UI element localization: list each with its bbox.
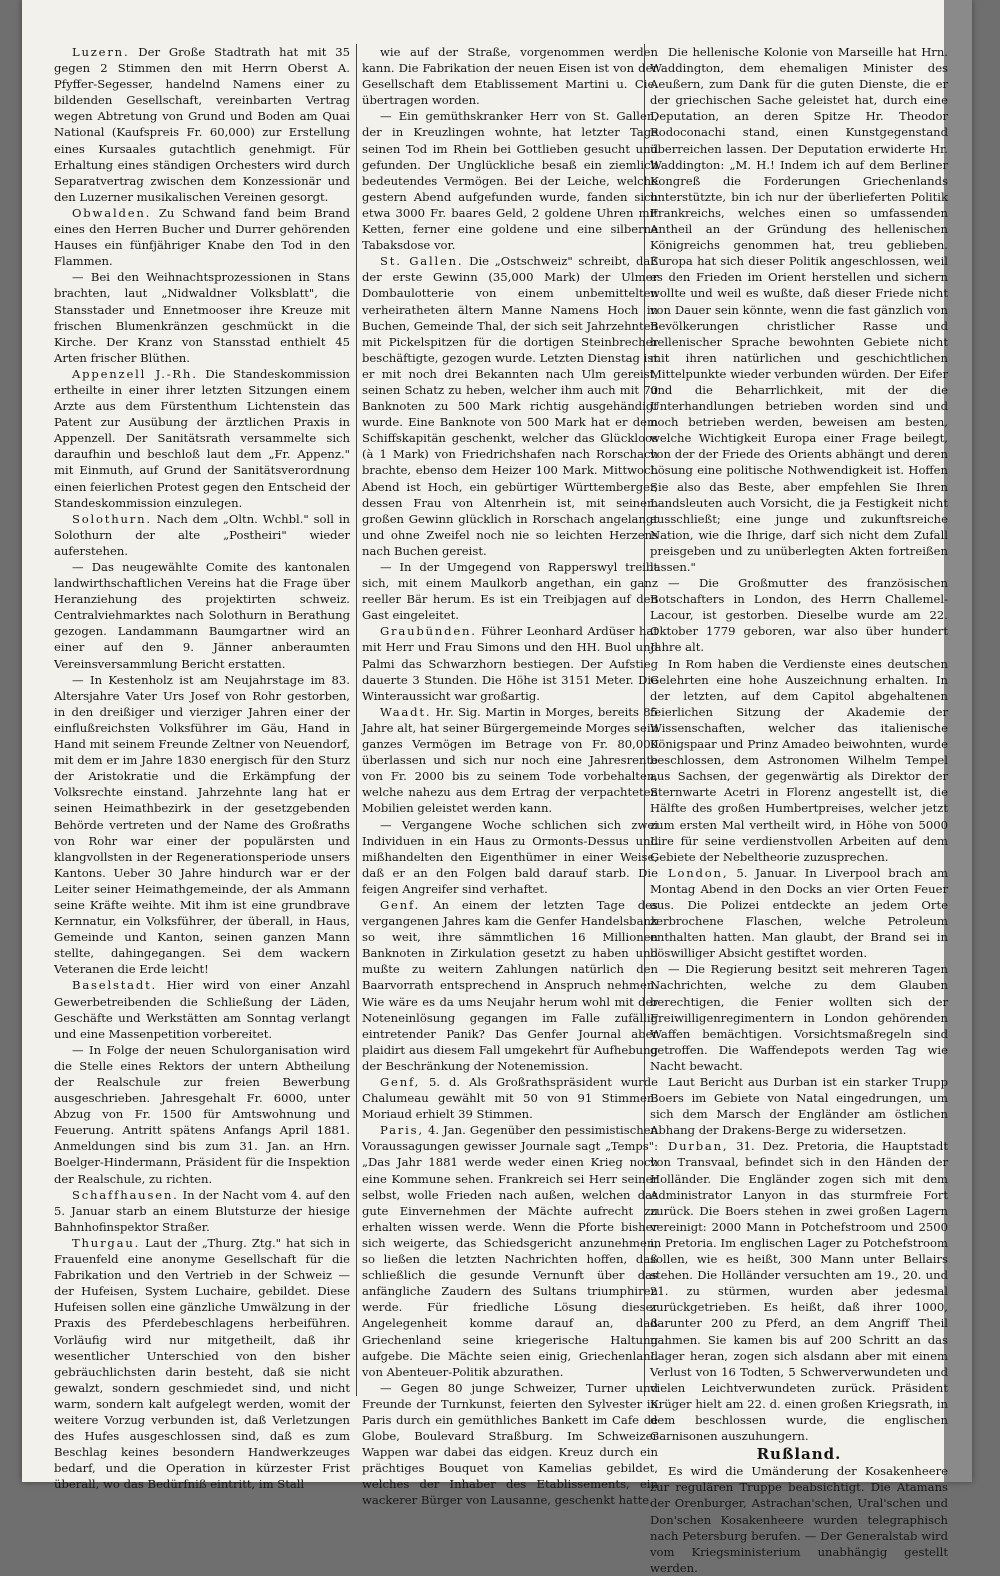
article-text: — Die Regierung besitzt seit mehreren Tagen Nachrichten, welche zu dem Glauben berechtigen, die Fenier wollten sich der Freiwilligenregimentern in London gehörenden Waffen bemächtigen. Vorsichtsmaßregeln sind getroffen. Die Waffendepots werden Tag wie Nacht bewacht. (650, 962, 948, 1073)
article-paragraph (362, 817, 658, 897)
article-paragraph (650, 1463, 948, 1576)
article-text: Führer Leonhard Ardüser hat mit Herr und Frau Simons und den HH. Buol und Palmi das Schwarzhorn bestiegen. Der Aufstieg dauerte 3 Stunden. Die Höhe ist 3151 Meter. Die Winteraussicht war großartig. (362, 624, 658, 703)
article-text: — Ein gemüthskranker Herr von St. Gallen, der in Kreuzlingen wohnte, hat letzter Tage seinen Tod im Rhein bei Gottlieben gesucht und gefunden. Der Unglückliche besaß ein ziemlich bedeutendes Vermögen. Bei der Leiche, welche gestern Abend aufgefunden wurde, fanden sich etwa 3000 Fr. baares Geld, 2 goldene Uhren mit Ketten, ferner eine goldene und eine silberne Tabaksdose vor. (362, 109, 658, 253)
dateline: Appenzell J.-Rh. (72, 366, 198, 381)
dateline: Solothurn. (72, 511, 152, 526)
article-paragraph (362, 897, 658, 1074)
newspaper-page (22, 0, 972, 1575)
article-paragraph (54, 205, 350, 269)
article-text: Es wird die Umänderung der Kosakenheere zur regulären Truppe beabsichtigt. Die Atamans der Orenburger, Astrachan'schen, Ural'schen und Don'schen Kosakenheere wurden telegraphisch nach Petersburg berufen. — Der Generalstab wird vom Kriegsministerium unabhängig gestellt werden. (650, 1464, 948, 1575)
article-paragraph (54, 1042, 350, 1187)
dateline: St. Gallen. (380, 254, 464, 269)
dateline: Luzern. (72, 45, 130, 59)
article-paragraph (362, 1074, 658, 1122)
article-text: Laut der „Thurg. Ztg." hat sich in Frauenfeld eine anonyme Gesellschaft für die Fabrikation und den Vertrieb in der Schweiz — der Hufeisen, System Luchaire, gebildet. Diese Hufeisen sollen eine gänzliche Umwälzung in der Praxis des Pferdebeschlagens herbeiführen. Vorläufig wird nur mitgetheilt, daß ihr wesentlicher Unterschied von den bisher gebräuchlichsten darin besteht, daß sie nicht gewalzt, sondern geschmiedet sind, und nicht warm, sondern kalt aufgelegt werden, womit der weitere Vorzug verbunden ist, daß Verletzungen des Hufes ausgeschlossen sind, daß es zum Beschlag keines besondern Handwerkzeuges bedarf, und die Operation in kürzester Frist überall, wo das Bedürfniß eintritt, im Stall (54, 1235, 350, 1492)
article-paragraph (650, 575, 948, 655)
article-paragraph (54, 672, 350, 978)
article-paragraph (650, 1074, 948, 1138)
article-text: wie auf der Straße, vorgenommen werden kann. Die Fabrikation der neuen Eisen ist von der Gesellschaft dem Etablissement Martini u. Cie. übertragen worden. (362, 45, 658, 108)
section-heading-russland: Rußland. (756, 1445, 842, 1464)
dateline: Genf, (380, 1075, 421, 1089)
article-text: 31. Dez. Pretoria, die Hauptstadt von Transvaal, befindet sich in den Händen der Holländer. Die Engländer zogen sich mit dem Administrator Lanyon in das sturmfreie Fort zurück. Die Boers stehen in zwei großen Lagern vereinigt: 2000 Mann in Potchefstroom und 2500 in Pretoria. Im englischen Lager zu Potchefstroom sollen, wie es heißt, 300 Mann unter Bellairs stehen. Die Holländer versuchten am 19., 20. und 21. zu stürmen, wurden aber jedesmal zurückgetrieben. Es heißt, daß ihrer 1000, darunter 200 zu Pferd, an dem Angriff Theil nahmen. Sie kamen bis auf 200 Schritt an das Lager heran, zogen sich alsdann aber mit einem Verlust von 16 Todten, 5 Schwerverwundeten und vielen Leichtverwundeten zurück. Präsident Krüger hielt am 22. d. einen großen Kriegsrath, in dem beschlossen wurde, die englischen Garnisonen auszuhungern. (650, 1139, 948, 1444)
article-paragraph (362, 704, 658, 817)
article-text: Die hellenische Kolonie von Marseille hat Hrn. Waddington, dem ehemaligen Minister des Aeußern, zum Dank für die guten Dienste, die er der griechischen Sache geleistet hat, durch eine Deputation, an deren Spitze Hr. Theodor Rodoconachi stand, einen Kunstgegenstand überreichen lassen. Der Deputation erwiderte Hr. Waddington: „M. H.! Indem ich auf dem Berliner Kongreß die Forderungen Griechenlands unterstützte, bin ich nur der überlieferten Politik Frankreichs, welches einen so umfassenden Antheil an der Gründung des hellenischen Königreichs genommen hat, treu geblieben. Europa hat sich dieser Politik angeschlossen, weil es den Frieden im Orient herstellen und sichern wollte und weil es wußte, daß dieser Friede nicht von Dauer sein könnte, wenn die fast gänzlich von Bevölkerungen christlicher Rasse und hellenischer Sprache bewohnten Gebiete nicht mit ihren natürlichen und geschichtlichen Mittelpunkte wieder verbunden würden. Der Eifer und die Beharrlichkeit, mit der die Unterhandlungen betrieben worden sind und noch betrieben werden, beweisen am besten, welche Wichtigkeit Europa einer Frage beilegt, von der der Friede des Orients abhängt und deren Lösung eine politische Nothwendigkeit ist. Hoffen Sie also das Beste, aber empfehlen Sie Ihren Landsleuten auch Vorsicht, die ja Festigkeit nicht ausschließt; eine junge und zukunftsreiche Nation, wie die Ihrige, darf sich nicht dem Zufall preisgeben und zu unüberlegten Akten fortreißen lassen." (650, 45, 948, 574)
article-paragraph (650, 656, 948, 865)
article-text: — Bei den Weihnachtsprozessionen in Stans brachten, laut „Nidwaldner Volksblatt", die Stansstader und Ennetmooser ihre Kreuze mit frischen Blumenkränzen geschmückt in die Kirche. Der Kranz von Stansstad enthielt 45 Arten frischer Blüthen. (54, 270, 350, 365)
dateline: Paris, (380, 1123, 424, 1138)
article-paragraph (54, 1187, 350, 1235)
article-paragraph (54, 559, 350, 672)
article-paragraph (362, 1122, 658, 1380)
article-text: — Gegen 80 junge Schweizer, Turner und Freunde der Turnkunst, feierten den Sylvester in Paris durch ein gemüthliches Bankett im Cafe de Globe, Boulevard Straßburg. Im Schweizer Wappen war dabei das eidgen. Kreuz durch ein prächtiges Bouquet von Kamelias gebildet, welches der Inhaber des Etablissements, ein wackerer Bürger von Lausanne, geschenkt hatte. (362, 1380, 658, 1508)
page-edge (944, 0, 972, 1482)
column-rule (356, 44, 357, 1396)
dateline: Baselstadt. (72, 978, 158, 993)
dateline: Genf. (380, 897, 421, 912)
dateline: Durban, (668, 1139, 729, 1154)
article-text: 4. Jan. Gegenüber den pessimistischen Voraussagungen gewisser Journale sagt „Temps": „Das Jahr 1881 werde weder einen Krieg noch eine Kommune sehen. Frankreich sei Herr seiner selbst, wolle Frieden nach außen, welchen das gute Einvernehmen der Mächte aufrecht zu erhalten wissen werde. Wenn die Pforte bisher sich weigerte, das Schiedsgericht anzunehmen, so ließen die letzten Nachrichten hoffen, daß schließlich die gesunde Vernunft über das anfängliche Zaudern des Sultans triumphiren werde. Für friedliche Lösung dieser Angelegenheit komme darauf an, daß Griechenland seine kriegerische Haltung aufgebe. Die Mächte seien einig, Griechenland von Abenteuer-Politik abzurathen. (362, 1123, 659, 1379)
article-text: Hr. Sig. Martin in Morges, bereits 85 Jahre alt, hat seiner Bürgergemeinde Morges sein ganzes Vermögen im Betrage von Fr. 80,000 überlassen und sich nur noch eine Jahresrente von Fr. 2000 bis zu seinem Tode vorbehalten, welche nahezu aus dem Ertrag der verpachteten Mobilien geleistet werden kann. (362, 704, 658, 816)
article-text: In der Nacht vom 4. auf den 5. Januar starb an einem Blutsturze der hiesige Bahnhofinspektor Straßer. (54, 1187, 350, 1234)
article-text: Der Große Stadtrath hat mit 35 gegen 2 Stimmen den mit Herrn Oberst A. Pfyffer-Segesser, handelnd Namens einer zu bildenden Gesellschaft, vereinbarten Vertrag wegen Abtretung von Grund und Boden am Quai National (Kaufspreis Fr. 60,000) zur Erstellung eines Kursaales gutachtlich genehmigt. Für Erhaltung eines ständigen Orchesters wird durch Separatvertrag zwischen dem Konzessionär und den Luzerner musikalischen Vereinen gesorgt. (54, 45, 350, 204)
article-text: An einem der letzten Tage des vergangenen Jahres kam die Genfer Handelsbank so weit, ihre sämmtlichen 16 Millionen Banknoten in Zirkulation gesetzt zu haben und mußte zu weitern Zahlungen natürlich den Baarvorrath entsprechend in Anspruch nehmen. Wie wäre es da ums Neujahr herum wohl mit der Noteneinlösung gegangen im Falle zufällig eintretender Panik? Das Genfer Journal aber plaidirt aus diesem Fall umgekehrt für Aufhebung der Beschränkung der Notenemission. (362, 897, 658, 1073)
column-2 (362, 44, 659, 1508)
article-text: Die „Ostschweiz" schreibt, daß der erste Gewinn (35,000 Mark) der Ulmer Dombaulotterie von einem unbemittelten verheiratheten ältern Manne Namens Hoch in Buchen, Gemeinde Thal, der sich seit Jahrzehnten mit Pickelspitzen für die dortigen Steinbrecher beschäftigte, gezogen wurde. Letzten Dienstag ist er mit noch drei Bekannten nach Ulm gereist, seinen Schatz zu heben, welcher ihm auch mit 70 Banknoten zu 500 Mark richtig ausgehändigt wurde. Eine Banknote von 500 Mark hat er dem Schiffskapitän geschenkt, welcher das Glückloos (à 1 Mark) von Friedrichshafen nach Rorschach brachte, ebenso dem Heizer 100 Mark. Mittwoch Abend ist Hoch, ein gebürtiger Württemberger, dessen Frau von Altenrhein ist, mit seinem großen Gewinn glücklich in Rorschach angelangt und ohne Zweifel noch nie so leichten Herzens nach Buchen gereist. (362, 254, 659, 558)
article-text: — Die Großmutter des französischen Botschafters in London, des Herrn Challemel-Lacour, ist gestorben. Dieselbe wurde am 22. Oktober 1779 geboren, war also über hundert Jahre alt. (650, 576, 948, 655)
article-text: 5. Januar. In Liverpool brach am Montag Abend in den Docks an vier Orten Feuer aus. Die Polizei entdeckte an jedem Orte zerbrochene Flaschen, welche Petroleum enthalten hatten. Man glaubt, der Brand sei in böswilliger Absicht gestiftet worden. (650, 865, 949, 961)
article-text: — In der Umgegend von Rapperswyl treibt sich, mit einem Maulkorb angethan, ein ganz reeller Bär herum. Es ist ein Treibjagen auf den Gast eingeleitet. (362, 560, 658, 623)
column-1 (54, 44, 351, 1492)
article-paragraph (650, 1138, 948, 1444)
dateline: Obwalden. (72, 205, 152, 220)
article-paragraph (54, 269, 350, 366)
article-paragraph (54, 511, 350, 559)
article-paragraph (54, 366, 350, 511)
dateline: Waadt. (380, 704, 432, 719)
article-text: Nach dem „Oltn. Wchbl." soll in Solothurn der alte „Postheiri" wieder auferstehen. (54, 511, 351, 558)
article-text: In Rom haben die Verdienste eines deutschen Gelehrten eine hohe Auszeichnung erhalten. In der letzten, auf dem Capitol abgehaltenen feierlichen Sitzung der Akademie der Wissenschaften, welcher das italienische Königspaar und Prinz Amadeo beiwohnten, wurde beschlossen, dem Astronomen Wilhelm Tempel aus Sachsen, der gegenwärtig als Direktor der Sternwarte Acetri in Florenz angestellt ist, die Hälfte des großen Humbertpreises, welcher jetzt zum ersten Mal vertheilt wird, in Höhe von 5000 Lire für seine verdienstvollen Arbeiten auf dem Gebiete der Nebeltheorie zuzusprechen. (650, 656, 948, 864)
article-paragraph (54, 1235, 350, 1493)
dateline: Graubünden. (380, 624, 477, 639)
dateline: Thurgau. (72, 1235, 141, 1250)
article-text: 5. d. Als Großrathspräsident wurde Chalumeau gewählt mit 50 von 91 Stimmen. Moriaud erhielt 39 Stimmen. (362, 1075, 659, 1122)
article-paragraph (650, 44, 948, 575)
article-text: Hier wird von einer Anzahl Gewerbetreibenden die Schließung der Läden, Geschäfte und Werkstätten am Sonntag verlangt und eine Massenpetition vorbereitet. (54, 978, 350, 1041)
article-paragraph (54, 977, 350, 1041)
article-paragraph (650, 865, 948, 962)
article-paragraph (362, 1380, 658, 1509)
dateline: Schaffhausen. (72, 1187, 179, 1202)
column-3 (650, 44, 949, 1575)
article-text: — In Kestenholz ist am Neujahrstage im 83. Altersjahre Vater Urs Josef von Rohr gestorben, in den dreißiger und vierziger Jahren einer der einflußreichsten Volksführer im Gäu, Hand in Hand mit seinem Freunde Zeltner von Neuendorf, mit dem er im Jahre 1830 energisch für den Sturz der Aristokratie und die Erkämpfung der Volksrechte einstand. Jahrzehnte lang hat er seinen Heimathbezirk in der gesetzgebenden Behörde vertreten und der Name des Großraths von Rohr war einer der populärsten und klangvollsten in der Regenerationsperiode unsers Kantons. Ueber 30 Jahre hindurch war er der Leiter seiner Heimathgemeinde, der als Ammann seine Kräfte weihte. Mit ihm ist eine grundbrave Kernnatur, ein Volksführer, der überall, in Haus, Gemeinde und Kanton, seinen ganzen Mann stellte, dahingegangen. Sei dem wackern Veteranen die Erde leicht! (54, 672, 350, 977)
article-paragraph (362, 253, 658, 559)
article-text: — In Folge der neuen Schulorganisation wird die Stelle eines Rektors der untern Abtheilung der Realschule zur freien Bewerbung ausgeschrieben. Jahresgehalt Fr. 6000, unter Abzug von Fr. 1500 für Amtswohnung und Feuerung. Antritt spätens Anfangs April 1881. Anmeldungen sind bis zum 31. Jan. an Hrn. Boelger-Hindermann, Präsident für die Inspektion der Realschule, zu richten. (54, 1042, 350, 1186)
article-paragraph (362, 108, 658, 253)
article-text: — Vergangene Woche schlichen sich zwei Individuen in ein Haus zu Ormonts-Dessus und mißhandelten den Eigenthümer in einer Weise, daß er an den Folgen bald darauf starb. Die feigen Angreifer sind verhaftet. (362, 817, 658, 896)
article-paragraph (650, 961, 948, 1074)
dateline: London, (668, 865, 729, 880)
article-paragraph (54, 44, 350, 205)
article-paragraph (362, 559, 658, 623)
article-text: — Das neugewählte Comite des kantonalen landwirthschaftlichen Vereins hat die Frage über Heranziehung des projektirten schweiz. Centralviehmarktes nach Solothurn in Berathung gezogen. Landammann Baumgartner wird an einer auf den 9. Jänner anberaumten Vereinsversammlung Bericht erstatten. (54, 560, 350, 671)
article-text: Zu Schwand fand beim Brand eines den Herren Bucher und Durrer gehörenden Hauses ein fünfjähriger Knabe den Tod in den Flammen. (54, 205, 350, 269)
article-paragraph (362, 623, 658, 703)
article-text: Die Standeskommission ertheilte in einer ihrer letzten Sitzungen einem Arzte aus dem Fürstenthum Lichtenstein das Patent zur Ausübung der ärztlichen Praxis in Appenzell. Der Sanitätsrath versammelte sich daraufhin und beschloß laut dem „Fr. Appenz." mit Einmuth, auf Grund der Sanitätsverordnung einen feierlichen Protest gegen den Entscheid der Standeskommission einzulegen. (54, 366, 350, 510)
article-text: Laut Bericht aus Durban ist ein starker Trupp Boers im Gebiete von Natal eingedrungen, um sich dem Marsch der Engländer am östlichen Abhang der Drakens-Berge zu widersetzen. (650, 1075, 948, 1138)
article-paragraph (362, 44, 658, 108)
